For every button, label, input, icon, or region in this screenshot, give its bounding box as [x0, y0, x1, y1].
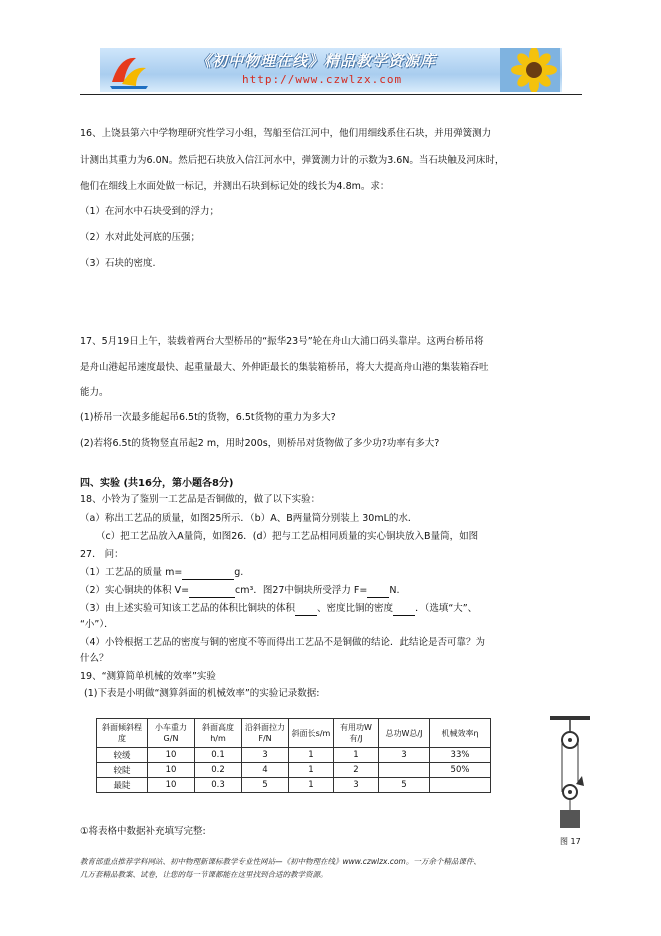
q16-line1: 16、上饶县第六中学物理研究性学习小组，驾船至信江河中，他们用细线系住石块，并用弹簧测力 — [80, 128, 492, 139]
table-header-cell: 沿斜面拉力F/N — [242, 719, 289, 748]
incline-efficiency-table — [96, 718, 491, 793]
q18-sub3-choice: ．（选填“大”、 — [415, 603, 478, 614]
table-cell: 10 — [148, 748, 195, 763]
q17-line2: 是舟山港起吊速度最快、起重量最大、外伸距最长的集装箱桥吊，将大大提高舟山港的集装箱吞吐 — [80, 362, 489, 373]
q18-sub2-mid: cm³．图27中铜块所受浮力 F= — [235, 585, 368, 596]
table-header-cell: 小车重力G/N — [148, 719, 195, 748]
q16-sub3: （3）石块的密度. — [80, 258, 156, 269]
table-cell: 2 — [334, 763, 379, 778]
q18-sub2 — [80, 585, 400, 598]
answer-blank[interactable] — [393, 603, 415, 616]
answer-blank[interactable] — [367, 585, 389, 598]
table-header-cell: 总功W总/J — [379, 719, 430, 748]
table-cell: 10 — [148, 778, 195, 793]
q17-sub2: (2)若将6.5t的货物竖直吊起2 m，用时200s，则桥吊对货物做了多少功?功率有多大? — [80, 438, 440, 449]
table-cell: 1 — [289, 778, 334, 793]
q18-sub1 — [80, 567, 243, 580]
table-row — [97, 763, 491, 778]
table-cell: 3 — [334, 778, 379, 793]
q19-sub1: ①将表格中数据补充填写完整: — [80, 826, 206, 837]
site-url[interactable]: http://www.czwlzx.com — [242, 73, 403, 86]
q16-sub1: （1）在河水中石块受到的浮力； — [80, 206, 220, 217]
table-cell: 3 — [379, 748, 430, 763]
q18-line3: （c）把工艺品放入A量筒，如图26．(d）把与工艺品相同质量的实心铜块放入B量筒，如图 — [96, 531, 479, 542]
q18-sub4b: 什么？ — [80, 653, 109, 664]
table-cell: 33% — [430, 748, 491, 763]
table-cell: 50% — [430, 763, 491, 778]
header-banner — [100, 48, 562, 92]
table-cell: 10 — [148, 763, 195, 778]
table-header-row — [97, 719, 491, 748]
table-cell: 1 — [334, 748, 379, 763]
table-cell: 最陡 — [97, 778, 148, 793]
q18-sub1-text: （1）工艺品的质量 m= — [80, 567, 183, 578]
q19-line2: (1)下表是小明做“测算斜面的机械效率”的实验记录数据: — [84, 688, 320, 699]
table-cell: 5 — [379, 778, 430, 793]
table-header-cell: 有用功W有/J — [334, 719, 379, 748]
q18-sub3-text: （3）由上述实验可知该工艺品的体积比铜块的体积 — [80, 603, 296, 614]
q18-sub2-text: （2）实心铜块的体积 V= — [80, 585, 190, 596]
q18-sub3-mid: 、密度比铜的密度 — [317, 603, 394, 614]
q16-sub2: （2）水对此处河底的压强； — [80, 232, 201, 243]
answer-blank[interactable] — [295, 603, 317, 616]
answer-blank[interactable] — [189, 585, 235, 598]
pulley-figure — [548, 714, 592, 834]
sunflower-icon — [500, 48, 560, 92]
table-cell: 0.2 — [195, 763, 242, 778]
q17-line3: 能力。 — [80, 387, 109, 398]
table-header-cell: 机械效率η — [430, 719, 491, 748]
q19-line1: 19、“测算简单机械的效率”实验 — [80, 671, 216, 682]
answer-blank[interactable] — [182, 567, 234, 580]
q16-line2: 计测出其重力为6.0N。然后把石块放入信江河水中，弹簧测力计的示数为3.6N。当石块触及河床时， — [80, 155, 505, 166]
footer-line1: 教育部重点推荐学科网站、初中物理新课标教学专业性网站—《初中物理在线》www.czwlzx.com。一万余个精品课件、 — [80, 857, 481, 866]
table-row — [97, 778, 491, 793]
q18-line2: （a）称出工艺品的质量，如图25所示．（b）A、B两量筒分别装上 30mL的水． — [80, 513, 418, 524]
table-header-cell: 斜面高度h/m — [195, 719, 242, 748]
site-title: 《初中物理在线》精品教学资源库 — [196, 52, 437, 70]
site-logo-icon — [106, 52, 152, 90]
q18-sub1-unit: g. — [234, 567, 244, 578]
section-title: 四、实验 (共16分，第小题各8分) — [80, 478, 234, 489]
q18-sub3-cont: “小”）． — [80, 619, 114, 630]
q18-line4: 27． 问： — [80, 549, 124, 560]
table-row — [97, 748, 491, 763]
table-header-cell: 斜面倾斜程度 — [97, 719, 148, 748]
table-cell: 4 — [242, 763, 289, 778]
footer-line2: 几万套精品教案、试卷，让您的每一节课都能在这里找到合适的教学资源。 — [80, 870, 328, 879]
table-cell[interactable] — [430, 778, 491, 793]
table-cell: 较陡 — [97, 763, 148, 778]
table-cell: 3 — [242, 748, 289, 763]
table-cell: 1 — [289, 748, 334, 763]
table-cell: 0.1 — [195, 748, 242, 763]
table-cell: 5 — [242, 778, 289, 793]
q17-sub1: (1)桥吊一次最多能起吊6.5t的货物，6.5t货物的重力为多大? — [80, 412, 336, 423]
q18-sub3 — [80, 603, 477, 616]
q17-line1: 17、5月19日上午，装载着两台大型桥吊的“振华23号”轮在舟山大浦口码头靠岸。这两台桥吊将 — [80, 336, 484, 347]
table-cell: 0.3 — [195, 778, 242, 793]
figure-caption: 图 17 — [560, 837, 581, 846]
q18-sub2-unit: N. — [389, 585, 400, 596]
header-divider — [80, 94, 582, 95]
table-cell: 1 — [289, 763, 334, 778]
q18-line1: 18、小铃为了鉴别一工艺品是否铜做的，做了以下实验： — [80, 494, 321, 505]
q16-line3: 他们在细线上水面处做一标记，并测出石块到标记处的线长为4.8m。求： — [80, 181, 390, 192]
table-cell: 较缓 — [97, 748, 148, 763]
q18-sub4a: （4）小铃根据工艺品的密度与铜的密度不等而得出工艺品不是铜做的结论．此结论是否可靠？为 — [80, 637, 486, 648]
table-cell[interactable] — [379, 763, 430, 778]
table-header-cell: 斜面长s/m — [289, 719, 334, 748]
